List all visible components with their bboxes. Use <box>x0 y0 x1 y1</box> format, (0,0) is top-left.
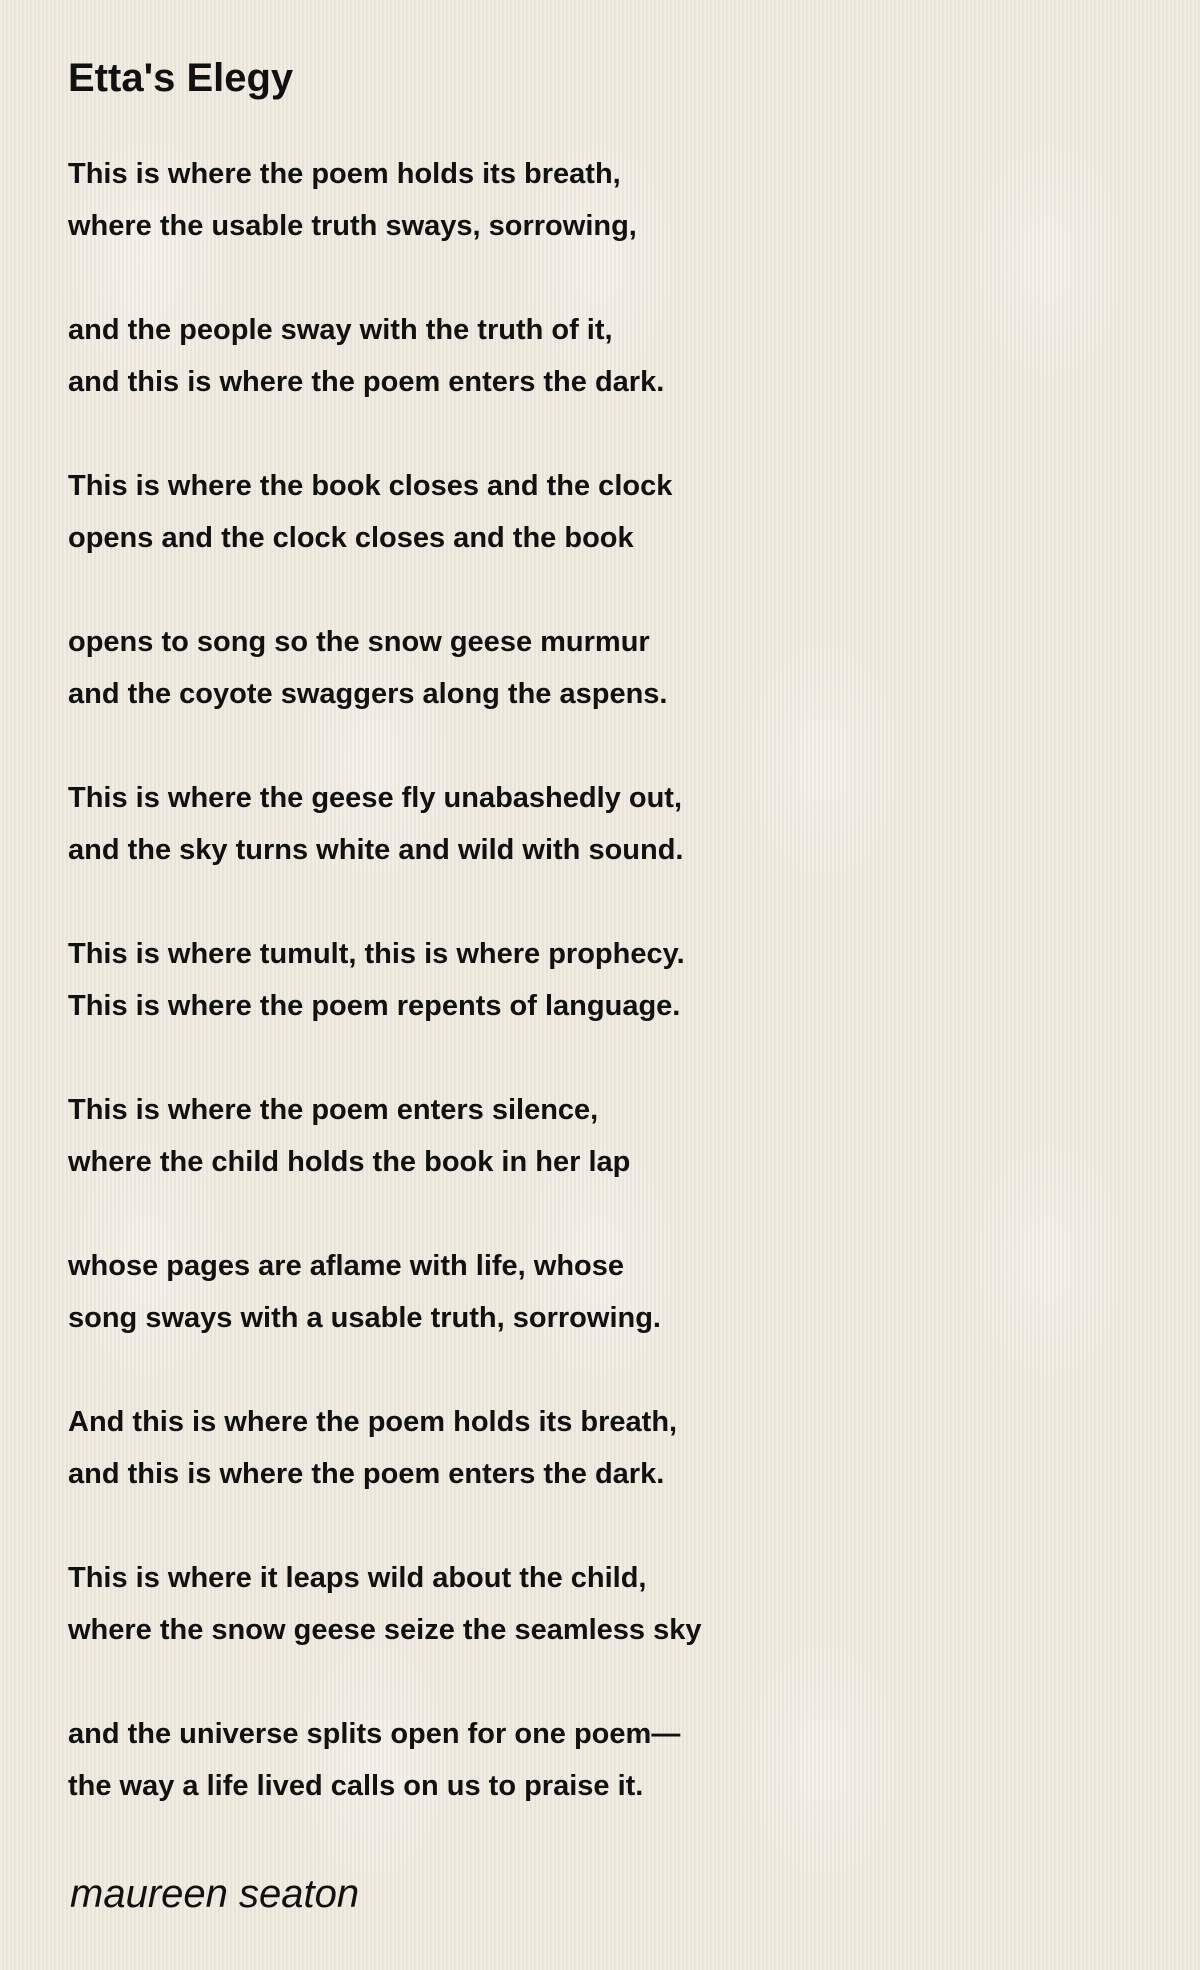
poem-line: the way a life lived calls on us to praise it. <box>68 1770 644 1802</box>
poem-line: and the people sway with the truth of it, <box>68 314 613 346</box>
poem-line: where the child holds the book in her lap <box>68 1146 631 1178</box>
stanza <box>68 304 702 408</box>
poem-line: song sways with a usable truth, sorrowing. <box>68 1302 661 1334</box>
poem-line: opens and the clock closes and the book <box>68 522 634 554</box>
stanza <box>68 772 702 876</box>
poem-line: and the universe splits open for one poem— <box>68 1718 681 1750</box>
poem-line: and the coyote swaggers along the aspens. <box>68 678 668 710</box>
poem-line: This is where the poem repents of language. <box>68 990 681 1022</box>
stanza <box>68 928 702 1032</box>
poem-line: opens to song so the snow geese murmur <box>68 626 650 658</box>
stanza <box>68 1240 702 1344</box>
stanza <box>68 1708 702 1812</box>
poem-line: whose pages are aflame with life, whose <box>68 1250 625 1282</box>
poem-line: where the snow geese seize the seamless sky <box>68 1614 702 1646</box>
poem-line: This is where it leaps wild about the child, <box>68 1562 647 1594</box>
poem-line: and this is where the poem enters the dark. <box>68 366 665 398</box>
poem-line: where the usable truth sways, sorrowing, <box>68 210 637 242</box>
stanza <box>68 148 702 252</box>
poem-line: This is where tumult, this is where prophecy. <box>68 938 685 970</box>
poem-title: Etta's Elegy <box>68 56 294 100</box>
poem-line: This is where the poem enters silence, <box>68 1094 599 1126</box>
poem-line: and the sky turns white and wild with sound. <box>68 834 684 866</box>
poem-line: and this is where the poem enters the dark. <box>68 1458 665 1490</box>
poem-line: This is where the poem holds its breath, <box>68 158 621 190</box>
poem-line: And this is where the poem holds its breath, <box>68 1406 678 1438</box>
poem-line: This is where the book closes and the clock <box>68 470 673 502</box>
poem-body <box>68 148 702 1864</box>
stanza <box>68 1552 702 1656</box>
poem-line: This is where the geese fly unabashedly out, <box>68 782 682 814</box>
stanza <box>68 1396 702 1500</box>
poem-author: maureen seaton <box>70 1872 360 1916</box>
stanza <box>68 1084 702 1188</box>
stanza <box>68 460 702 564</box>
stanza <box>68 616 702 720</box>
